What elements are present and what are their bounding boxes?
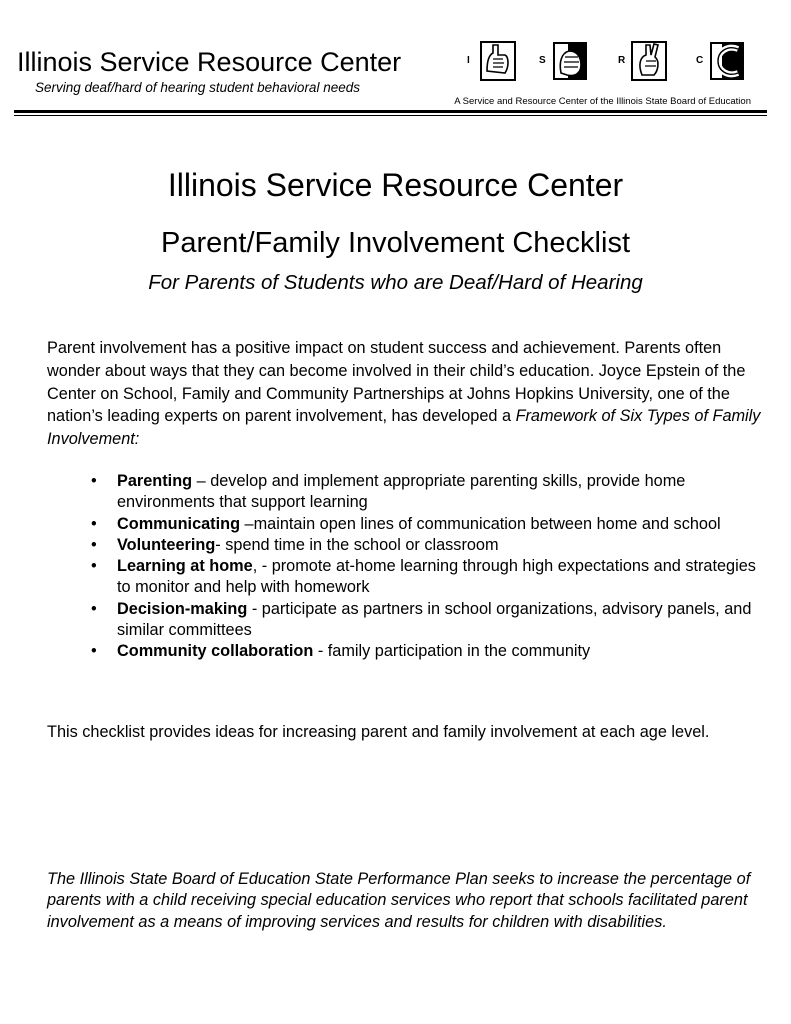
type-term: Volunteering: [117, 535, 216, 554]
type-description: - spend time in the school or classroom: [215, 535, 499, 554]
sign-hand-s-icon: [551, 41, 591, 81]
intro-paragraph: [47, 337, 762, 451]
audience-subtitle: For Parents of Students who are Deaf/Hard of Hearing: [148, 271, 643, 294]
type-description: – develop and implement appropriate parenting skills, provide home environments that support learning: [117, 472, 686, 512]
header-divider-thick: [14, 110, 767, 113]
involvement-types-list: [91, 471, 771, 663]
closing-paragraph: This checklist provides ideas for increasing parent and family involvement at each age level.: [47, 723, 710, 741]
header-tagline: A Service and Resource Center of the Illinois State Board of Education: [454, 96, 751, 107]
logo-letter-s: [539, 41, 599, 81]
checklist-title: Parent/Family Involvement Checklist: [161, 227, 630, 259]
list-item: [91, 556, 771, 599]
type-term: Parenting: [117, 472, 193, 490]
logo-letter-i: [467, 41, 527, 81]
bullet-icon: •: [91, 472, 97, 490]
logo-letter-r: [618, 41, 678, 81]
type-term: Communicating: [117, 514, 241, 533]
type-description: - family participation in the community: [313, 642, 591, 661]
logo-letter-label: C: [696, 55, 704, 66]
bullet-icon: •: [91, 642, 97, 661]
bullet-icon: •: [91, 535, 97, 554]
header-org-name: Illinois Service Resource Center: [17, 47, 402, 77]
type-description: , - promote at-home learning through high expectations and strategies to monitor and help with homework: [117, 557, 756, 597]
bullet-icon: •: [91, 514, 97, 533]
type-term: Decision-making: [117, 599, 248, 618]
list-item: [91, 641, 771, 662]
type-description: –maintain open lines of communication between home and school: [240, 514, 721, 533]
type-description: - participate as partners in school organizations, advisory panels, and similar committees: [117, 599, 752, 640]
list-item: [91, 599, 771, 642]
framework-title: Framework of Six Types of Family Involvement:: [47, 407, 761, 449]
page-title: Illinois Service Resource Center: [167, 167, 624, 203]
logo-letter-label: S: [539, 55, 546, 66]
sign-hand-i-icon: [479, 41, 519, 81]
list-item: [91, 471, 771, 514]
sign-hand-c-icon: [708, 41, 748, 81]
logo-letter-label: R: [618, 55, 626, 66]
logo-letter-c: [696, 41, 756, 81]
logo-letter-label: I: [467, 55, 470, 66]
list-item: [91, 535, 771, 556]
intro-text: Parent involvement has a positive impact on student success and achievement. Parents often wonder about ways that they can become involved in their child’s education. Joyce Epstein of the Center on School, Family and Community Partnerships at Johns Hopkins University, one of the nation’s leading experts on parent involvement, has developed a: [47, 339, 746, 426]
performance-plan-note: The Illinois State Board of Education State Performance Plan seeks to increase the percentage of parents with a child receiving special education services who report that schools facilitated parent involvement as a means of improving services and results for children with disabilities.: [47, 870, 751, 931]
list-item: [91, 514, 771, 535]
sign-hand-r-icon: [630, 41, 670, 81]
header-subtitle: Serving deaf/hard of hearing student behavioral needs: [35, 80, 360, 95]
header-divider-thin: [14, 115, 767, 116]
bullet-icon: •: [91, 599, 97, 618]
type-term: Learning at home: [117, 557, 253, 576]
type-term: Community collaboration: [117, 642, 314, 661]
bullet-icon: •: [91, 557, 97, 576]
